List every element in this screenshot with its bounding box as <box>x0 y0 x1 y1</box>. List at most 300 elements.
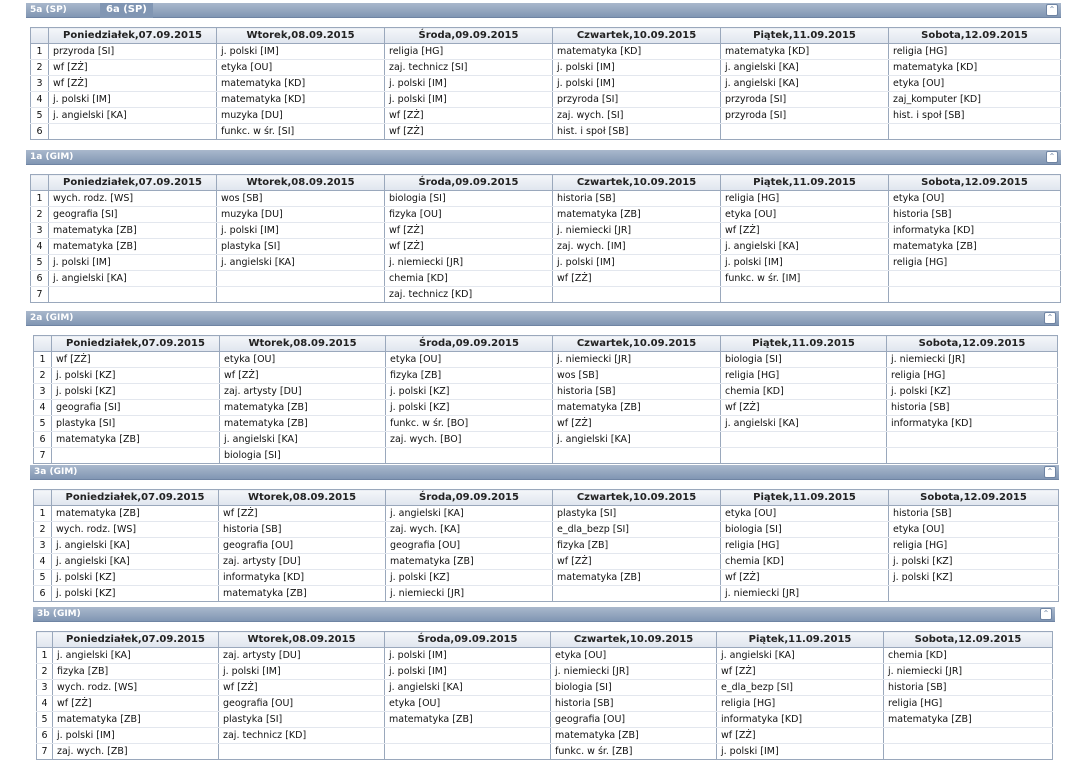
header-row <box>31 175 1061 191</box>
lesson-cell: biologia [SI] <box>551 680 717 696</box>
lesson-cell: etyka [OU] <box>889 76 1061 92</box>
day-header: Poniedziałek,07.09.2015 <box>52 490 219 506</box>
lesson-cell: biologia [SI] <box>385 191 553 207</box>
lesson-cell: j. angielski [KA] <box>217 255 385 271</box>
table-row <box>37 648 1053 664</box>
lesson-cell <box>884 744 1053 760</box>
lesson-cell: plastyka [SI] <box>217 239 385 255</box>
header-row <box>34 336 1058 352</box>
lesson-cell: religia [HG] <box>721 538 889 554</box>
day-header: Piątek,11.09.2015 <box>721 28 889 44</box>
lesson-number: 7 <box>34 448 52 464</box>
table-row <box>34 384 1058 400</box>
lesson-number: 6 <box>34 432 52 448</box>
lesson-cell: j. niemiecki [JR] <box>385 255 553 271</box>
lesson-cell: zaj. artysty [DU] <box>219 554 386 570</box>
lesson-cell: geografia [OU] <box>386 538 553 554</box>
lesson-cell: e_dla_bezp [SI] <box>717 680 884 696</box>
lesson-number: 7 <box>37 744 53 760</box>
header-row <box>37 632 1053 648</box>
lesson-cell: j. polski [KZ] <box>52 586 219 602</box>
table-row <box>31 108 1061 124</box>
lesson-number: 7 <box>31 287 49 303</box>
lesson-number: 5 <box>37 712 53 728</box>
table-row <box>34 400 1058 416</box>
lesson-cell: przyroda [SI] <box>49 44 217 60</box>
lesson-cell: matematyka [ZB] <box>53 712 219 728</box>
lesson-number-header <box>31 28 49 44</box>
lesson-cell: wych. rodz. [WS] <box>49 191 217 207</box>
day-header: Wtorek,08.09.2015 <box>217 28 385 44</box>
lesson-cell: chemia [KD] <box>884 648 1053 664</box>
lesson-cell <box>217 271 385 287</box>
lesson-cell: religia [HG] <box>887 368 1058 384</box>
lesson-cell: matematyka [ZB] <box>551 728 717 744</box>
lesson-number: 6 <box>37 728 53 744</box>
lesson-number: 2 <box>34 368 52 384</box>
table-row <box>34 554 1059 570</box>
lesson-number: 5 <box>31 255 49 271</box>
lesson-cell: matematyka [ZB] <box>49 239 217 255</box>
lesson-number: 6 <box>31 124 49 140</box>
lesson-cell <box>889 287 1061 303</box>
table-row <box>31 44 1061 60</box>
lesson-cell: religia [HG] <box>884 696 1053 712</box>
lesson-cell <box>49 287 217 303</box>
lesson-cell: j. angielski [KA] <box>220 432 386 448</box>
lesson-cell: matematyka [ZB] <box>386 554 553 570</box>
lesson-cell: wf [ZŻ] <box>721 223 889 239</box>
lesson-cell <box>721 287 889 303</box>
section-title: 3a (GIM) <box>34 467 78 477</box>
lesson-cell: wf [ZŻ] <box>49 76 217 92</box>
lesson-cell: j. polski [KZ] <box>386 384 553 400</box>
lesson-number: 4 <box>34 554 52 570</box>
lesson-cell <box>887 432 1058 448</box>
section-header-bar <box>26 3 1061 18</box>
lesson-cell: hist. i społ [SB] <box>889 108 1061 124</box>
table-row <box>31 223 1061 239</box>
lesson-cell: historia [SB] <box>551 696 717 712</box>
lesson-cell: etyka [OU] <box>721 506 889 522</box>
lesson-cell: zaj. wych. [ZB] <box>53 744 219 760</box>
lesson-number: 3 <box>34 538 52 554</box>
lesson-cell: religia [HG] <box>889 538 1059 554</box>
day-header: Środa,09.09.2015 <box>385 632 551 648</box>
lesson-cell: matematyka [ZB] <box>889 239 1061 255</box>
lesson-cell: j. angielski [KA] <box>721 239 889 255</box>
lesson-number: 3 <box>31 223 49 239</box>
lesson-cell: j. polski [IM] <box>385 664 551 680</box>
lesson-cell: j. polski [IM] <box>385 648 551 664</box>
lesson-cell: fizyka [OU] <box>385 207 553 223</box>
lesson-cell: chemia [KD] <box>385 271 553 287</box>
lesson-cell: matematyka [ZB] <box>884 712 1053 728</box>
lesson-cell: j. angielski [KA] <box>53 648 219 664</box>
lesson-cell: matematyka [ZB] <box>52 432 220 448</box>
lesson-cell <box>49 124 217 140</box>
lesson-cell: j. angielski [KA] <box>721 60 889 76</box>
lesson-cell: wf [ZŻ] <box>553 416 721 432</box>
lesson-cell: j. polski [IM] <box>219 664 385 680</box>
lesson-number: 4 <box>31 92 49 108</box>
collapse-icon[interactable]: ⌃ <box>1046 4 1058 16</box>
table-row <box>37 712 1053 728</box>
lesson-number: 3 <box>34 384 52 400</box>
lesson-cell: geografia [OU] <box>219 696 385 712</box>
lesson-cell: zaj. technicz [KD] <box>385 287 553 303</box>
lesson-number: 4 <box>37 696 53 712</box>
collapse-icon[interactable]: ⌃ <box>1046 151 1058 163</box>
lesson-cell: hist. i społ [SB] <box>553 124 721 140</box>
lesson-cell: wych. rodz. [WS] <box>52 522 219 538</box>
lesson-cell: fizyka [ZB] <box>553 538 721 554</box>
day-header: Piątek,11.09.2015 <box>717 632 884 648</box>
lesson-cell: fizyka [ZB] <box>386 368 553 384</box>
table-row <box>37 744 1053 760</box>
table-row <box>31 239 1061 255</box>
lesson-cell: wych. rodz. [WS] <box>53 680 219 696</box>
lesson-cell: informatyka [KD] <box>717 712 884 728</box>
lesson-cell: wf [ZŻ] <box>52 352 220 368</box>
lesson-number: 1 <box>34 352 52 368</box>
tab-6a-label: 6a (SP) <box>106 4 147 15</box>
lesson-cell: j. polski [IM] <box>385 76 553 92</box>
lesson-cell <box>887 448 1058 464</box>
lesson-cell: etyka [OU] <box>889 191 1061 207</box>
lesson-cell: j. niemiecki [JR] <box>553 352 721 368</box>
lesson-cell: funkc. w śr. [BO] <box>386 416 553 432</box>
collapse-icon[interactable]: ⌃ <box>1044 466 1056 478</box>
lesson-cell: historia [SB] <box>553 191 721 207</box>
lesson-cell: plastyka [SI] <box>219 712 385 728</box>
lesson-number: 5 <box>31 108 49 124</box>
day-header: Czwartek,10.09.2015 <box>553 28 721 44</box>
day-header: Sobota,12.09.2015 <box>884 632 1053 648</box>
lesson-cell: j. polski [KZ] <box>52 384 220 400</box>
lesson-cell: biologia [SI] <box>721 352 887 368</box>
lesson-cell: etyka [OU] <box>385 696 551 712</box>
lesson-cell <box>217 287 385 303</box>
lesson-cell: j. niemiecki [JR] <box>553 223 721 239</box>
lesson-cell <box>721 448 887 464</box>
table-row <box>31 255 1061 271</box>
collapse-icon[interactable]: ⌃ <box>1040 608 1052 620</box>
table-row <box>37 664 1053 680</box>
lesson-cell: matematyka [KD] <box>217 76 385 92</box>
lesson-cell: chemia [KD] <box>721 384 887 400</box>
lesson-number: 2 <box>31 207 49 223</box>
lesson-cell: historia [SB] <box>889 207 1061 223</box>
table-row <box>31 207 1061 223</box>
lesson-cell: matematyka [KD] <box>553 44 721 60</box>
lesson-cell: religia [HG] <box>889 255 1061 271</box>
lesson-cell: etyka [OU] <box>721 207 889 223</box>
table-row <box>34 432 1058 448</box>
timetable-table <box>30 174 1061 303</box>
lesson-cell: etyka [OU] <box>386 352 553 368</box>
day-header: Poniedziałek,07.09.2015 <box>49 28 217 44</box>
lesson-cell: j. polski [KZ] <box>52 368 220 384</box>
lesson-cell: j. polski [KZ] <box>52 570 219 586</box>
lesson-cell <box>889 586 1059 602</box>
day-header: Środa,09.09.2015 <box>385 175 553 191</box>
table-row <box>31 92 1061 108</box>
lesson-cell <box>889 271 1061 287</box>
lesson-cell: historia [SB] <box>889 506 1059 522</box>
lesson-cell: wf [ZŻ] <box>385 223 553 239</box>
table-row <box>31 271 1061 287</box>
lesson-cell: matematyka [ZB] <box>49 223 217 239</box>
lesson-cell: przyroda [SI] <box>553 92 721 108</box>
lesson-number-header <box>34 490 52 506</box>
lesson-cell: j. polski [KZ] <box>887 384 1058 400</box>
lesson-cell: wf [ZŻ] <box>219 680 385 696</box>
lesson-cell: wf [ZŻ] <box>220 368 386 384</box>
lesson-cell <box>884 728 1053 744</box>
day-header: Czwartek,10.09.2015 <box>553 175 721 191</box>
lesson-cell: j. polski [KZ] <box>889 570 1059 586</box>
lesson-cell: geografia [SI] <box>49 207 217 223</box>
day-header: Poniedziałek,07.09.2015 <box>52 336 220 352</box>
lesson-cell: matematyka [ZB] <box>553 570 721 586</box>
lesson-number: 2 <box>34 522 52 538</box>
lesson-number: 1 <box>31 191 49 207</box>
tab-5a[interactable]: 5a (SP) <box>30 5 67 15</box>
lesson-cell: zaj. wych. [BO] <box>386 432 553 448</box>
lesson-cell: j. polski [IM] <box>49 92 217 108</box>
tab-6a[interactable] <box>100 3 153 18</box>
lesson-cell: plastyka [SI] <box>553 506 721 522</box>
day-header: Sobota,12.09.2015 <box>889 490 1059 506</box>
lesson-cell <box>721 432 887 448</box>
lesson-cell <box>385 728 551 744</box>
lesson-cell: j. polski [KZ] <box>889 554 1059 570</box>
lesson-cell: zaj. artysty [DU] <box>220 384 386 400</box>
lesson-cell: matematyka [ZB] <box>553 400 721 416</box>
day-header: Środa,09.09.2015 <box>386 490 553 506</box>
table-row <box>34 586 1059 602</box>
lesson-number: 1 <box>34 506 52 522</box>
lesson-cell: geografia [OU] <box>219 538 386 554</box>
lesson-cell <box>386 448 553 464</box>
lesson-cell: matematyka [ZB] <box>220 416 386 432</box>
lesson-cell: j. angielski [KA] <box>49 271 217 287</box>
lesson-cell <box>553 287 721 303</box>
timetable-body <box>31 44 1061 140</box>
lesson-number: 3 <box>31 76 49 92</box>
lesson-cell: j. angielski [KA] <box>553 432 721 448</box>
lesson-cell: historia [SB] <box>887 400 1058 416</box>
lesson-cell: j. polski [IM] <box>53 728 219 744</box>
lesson-cell: informatyka [KD] <box>887 416 1058 432</box>
lesson-cell: e_dla_bezp [SI] <box>553 522 721 538</box>
lesson-cell: j. niemiecki [JR] <box>551 664 717 680</box>
lesson-cell: fizyka [ZB] <box>53 664 219 680</box>
lesson-number: 1 <box>31 44 49 60</box>
lesson-cell: zaj_komputer [KD] <box>889 92 1061 108</box>
lesson-cell: chemia [KD] <box>721 554 889 570</box>
table-row <box>34 368 1058 384</box>
lesson-cell: j. polski [IM] <box>217 223 385 239</box>
day-header: Piątek,11.09.2015 <box>721 336 887 352</box>
lesson-cell: etyka [OU] <box>217 60 385 76</box>
lesson-cell: informatyka [KD] <box>219 570 386 586</box>
lesson-cell: zaj. wych. [KA] <box>386 522 553 538</box>
day-header: Wtorek,08.09.2015 <box>220 336 386 352</box>
lesson-cell: j. angielski [KA] <box>721 416 887 432</box>
table-row <box>37 728 1053 744</box>
timetable-body <box>31 191 1061 303</box>
table-row <box>31 124 1061 140</box>
lesson-cell: etyka [OU] <box>551 648 717 664</box>
lesson-number: 5 <box>34 416 52 432</box>
section-header-bar <box>30 465 1059 480</box>
lesson-number-header <box>37 632 53 648</box>
lesson-cell: zaj. wych. [SI] <box>553 108 721 124</box>
lesson-cell: j. angielski [KA] <box>49 108 217 124</box>
header-row <box>34 490 1059 506</box>
day-header: Poniedziałek,07.09.2015 <box>53 632 219 648</box>
lesson-cell: wf [ZŻ] <box>385 239 553 255</box>
lesson-number: 2 <box>37 664 53 680</box>
lesson-cell: matematyka [ZB] <box>52 506 219 522</box>
lesson-cell: przyroda [SI] <box>721 108 889 124</box>
lesson-cell: j. niemiecki [JR] <box>386 586 553 602</box>
lesson-cell: j. angielski [KA] <box>717 648 884 664</box>
lesson-cell <box>721 124 889 140</box>
lesson-cell: zaj. wych. [IM] <box>553 239 721 255</box>
lesson-cell: j. polski [IM] <box>217 44 385 60</box>
lesson-cell: religia [HG] <box>385 44 553 60</box>
section-header-bar <box>33 607 1055 622</box>
lesson-cell: religia [HG] <box>721 191 889 207</box>
table-row <box>31 191 1061 207</box>
lesson-cell: geografia [SI] <box>52 400 220 416</box>
lesson-cell: j. polski [IM] <box>717 744 884 760</box>
day-header: Sobota,12.09.2015 <box>889 28 1061 44</box>
day-header: Czwartek,10.09.2015 <box>551 632 717 648</box>
timetable-body <box>37 648 1053 760</box>
lesson-cell: wf [ZŻ] <box>385 108 553 124</box>
section-title: 3b (GIM) <box>37 609 81 619</box>
lesson-cell: zaj. artysty [DU] <box>219 648 385 664</box>
lesson-cell: matematyka [ZB] <box>385 712 551 728</box>
lesson-cell: wf [ZŻ] <box>385 124 553 140</box>
lesson-cell: matematyka [KD] <box>889 60 1061 76</box>
section-title: 2a (GIM) <box>30 313 74 323</box>
day-header: Środa,09.09.2015 <box>386 336 553 352</box>
lesson-cell: muzyka [DU] <box>217 108 385 124</box>
lesson-number: 5 <box>34 570 52 586</box>
lesson-cell: matematyka [ZB] <box>553 207 721 223</box>
lesson-cell: wf [ZŻ] <box>717 728 884 744</box>
lesson-cell: historia [SB] <box>219 522 386 538</box>
lesson-cell: wf [ZŻ] <box>721 400 887 416</box>
timetable-table <box>36 631 1053 760</box>
lesson-cell: j. polski [IM] <box>49 255 217 271</box>
collapse-icon[interactable]: ⌃ <box>1044 312 1056 324</box>
lesson-cell: zaj. technicz [KD] <box>219 728 385 744</box>
header-row <box>31 28 1061 44</box>
lesson-cell: j. polski [IM] <box>553 60 721 76</box>
table-row <box>34 448 1058 464</box>
day-header: Czwartek,10.09.2015 <box>553 336 721 352</box>
lesson-number: 4 <box>31 239 49 255</box>
lesson-cell: wf [ZŻ] <box>717 664 884 680</box>
timetable-body <box>34 506 1059 602</box>
day-header: Wtorek,08.09.2015 <box>219 632 385 648</box>
lesson-cell: j. niemiecki [JR] <box>884 664 1053 680</box>
lesson-cell: wf [ZŻ] <box>721 570 889 586</box>
lesson-cell: zaj. technicz [SI] <box>385 60 553 76</box>
lesson-cell: religia [HG] <box>721 368 887 384</box>
lesson-number: 2 <box>31 60 49 76</box>
lesson-cell: j. polski [KZ] <box>386 570 553 586</box>
lesson-cell: j. polski [IM] <box>553 255 721 271</box>
lesson-cell <box>889 124 1061 140</box>
lesson-number-header <box>31 175 49 191</box>
day-header: Wtorek,08.09.2015 <box>219 490 386 506</box>
lesson-cell: etyka [OU] <box>889 522 1059 538</box>
timetable-table <box>33 335 1058 464</box>
lesson-cell <box>219 744 385 760</box>
table-row <box>31 60 1061 76</box>
lesson-cell: j. angielski [KA] <box>52 554 219 570</box>
lesson-number-header <box>34 336 52 352</box>
lesson-number: 4 <box>34 400 52 416</box>
lesson-cell: matematyka [ZB] <box>220 400 386 416</box>
timetable-body <box>34 352 1058 464</box>
table-row <box>37 680 1053 696</box>
day-header: Poniedziałek,07.09.2015 <box>49 175 217 191</box>
lesson-number: 6 <box>34 586 52 602</box>
lesson-cell: informatyka [KD] <box>889 223 1061 239</box>
lesson-cell: j. polski [IM] <box>553 76 721 92</box>
lesson-number: 6 <box>31 271 49 287</box>
lesson-number: 3 <box>37 680 53 696</box>
table-row <box>34 352 1058 368</box>
lesson-cell: j. angielski [KA] <box>386 506 553 522</box>
lesson-cell: historia [SB] <box>553 384 721 400</box>
day-header: Piątek,11.09.2015 <box>721 175 889 191</box>
table-row <box>34 506 1059 522</box>
table-row <box>34 538 1059 554</box>
day-header: Sobota,12.09.2015 <box>889 175 1061 191</box>
lesson-cell <box>553 448 721 464</box>
lesson-cell: j. polski [IM] <box>721 255 889 271</box>
lesson-cell: matematyka [KD] <box>721 44 889 60</box>
lesson-cell <box>385 744 551 760</box>
table-row <box>34 522 1059 538</box>
lesson-cell: matematyka [KD] <box>217 92 385 108</box>
lesson-cell: biologia [SI] <box>220 448 386 464</box>
timetable-table <box>33 489 1059 602</box>
lesson-number: 1 <box>37 648 53 664</box>
lesson-cell: wf [ZŻ] <box>553 271 721 287</box>
lesson-cell: plastyka [SI] <box>52 416 220 432</box>
lesson-cell: etyka [OU] <box>220 352 386 368</box>
lesson-cell: biologia [SI] <box>721 522 889 538</box>
lesson-cell: wf [ZŻ] <box>53 696 219 712</box>
lesson-cell: przyroda [SI] <box>721 92 889 108</box>
lesson-cell: wos [SB] <box>217 191 385 207</box>
lesson-cell: religia [HG] <box>889 44 1061 60</box>
lesson-cell: j. polski [IM] <box>385 92 553 108</box>
lesson-cell: j. angielski [KA] <box>721 76 889 92</box>
lesson-cell: matematyka [ZB] <box>219 586 386 602</box>
lesson-cell: religia [HG] <box>717 696 884 712</box>
